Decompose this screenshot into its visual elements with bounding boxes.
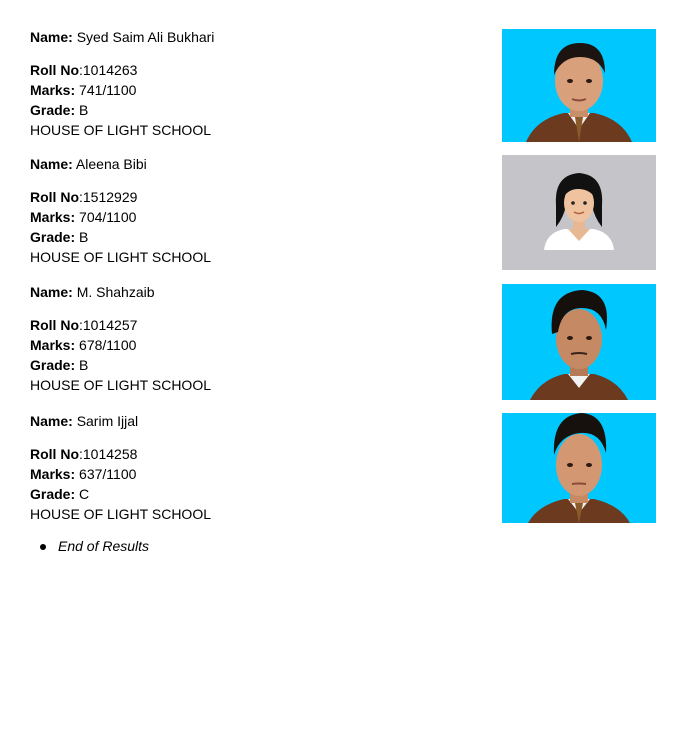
end-of-results-text: End of Results (58, 538, 150, 554)
roll-line (30, 187, 430, 207)
school-name: HOUSE OF LIGHT SCHOOL (30, 249, 211, 265)
marks-value: 741/1100 (79, 82, 137, 98)
marks-line (30, 335, 430, 355)
marks-value: 637/1100 (79, 466, 137, 482)
student-details (30, 411, 430, 524)
roll-line (30, 444, 430, 464)
grade-line (30, 484, 430, 504)
marks-label: Marks: (30, 337, 76, 353)
name-label: Name: (30, 284, 73, 300)
grade-line (30, 100, 430, 120)
student-name: Aleena Bibi (75, 156, 147, 172)
roll-line (30, 60, 430, 80)
marks-label: Marks: (30, 209, 76, 225)
grade-value: B (79, 102, 89, 118)
roll-number: :1014263 (79, 62, 138, 78)
marks-line (30, 207, 430, 227)
grade-value: B (79, 357, 89, 373)
student-photo-icon (502, 29, 656, 142)
marks-line (30, 464, 430, 484)
student-details (30, 282, 430, 395)
student-details (30, 27, 430, 140)
marks-label: Marks: (30, 82, 76, 98)
grade-label: Grade: (30, 102, 76, 118)
grade-line (30, 355, 430, 375)
student-name: Sarim Ijjal (76, 413, 139, 429)
avatar-placeholder-icon (502, 155, 656, 270)
grade-value: B (79, 229, 89, 245)
name-line (30, 411, 430, 431)
roll-line (30, 315, 430, 335)
name-label: Name: (30, 413, 73, 429)
grade-value: C (79, 486, 90, 502)
name-line (30, 27, 430, 47)
grade-label: Grade: (30, 357, 76, 373)
student-photo-icon (502, 284, 656, 400)
school-name: HOUSE OF LIGHT SCHOOL (30, 506, 211, 522)
marks-label: Marks: (30, 466, 76, 482)
name-line (30, 154, 430, 174)
student-name: Syed Saim Ali Bukhari (76, 29, 215, 45)
grade-line (30, 227, 430, 247)
marks-value: 704/1100 (79, 209, 137, 225)
school-name: HOUSE OF LIGHT SCHOOL (30, 377, 211, 393)
roll-number: :1512929 (79, 189, 138, 205)
student-details (30, 154, 430, 267)
marks-value: 678/1100 (79, 337, 137, 353)
name-label: Name: (30, 29, 73, 45)
grade-label: Grade: (30, 486, 76, 502)
roll-label: Roll No (30, 317, 79, 333)
roll-label: Roll No (30, 446, 79, 462)
roll-number: :1014257 (79, 317, 138, 333)
name-label: Name: (30, 156, 73, 172)
marks-line (30, 80, 430, 100)
school-name: HOUSE OF LIGHT SCHOOL (30, 122, 211, 138)
student-photo-icon (502, 413, 656, 523)
name-line (30, 282, 430, 302)
grade-label: Grade: (30, 229, 76, 245)
student-name: M. Shahzaib (76, 284, 155, 300)
bullet-icon (40, 544, 46, 550)
roll-label: Roll No (30, 62, 79, 78)
roll-label: Roll No (30, 189, 79, 205)
roll-number: :1014258 (79, 446, 138, 462)
